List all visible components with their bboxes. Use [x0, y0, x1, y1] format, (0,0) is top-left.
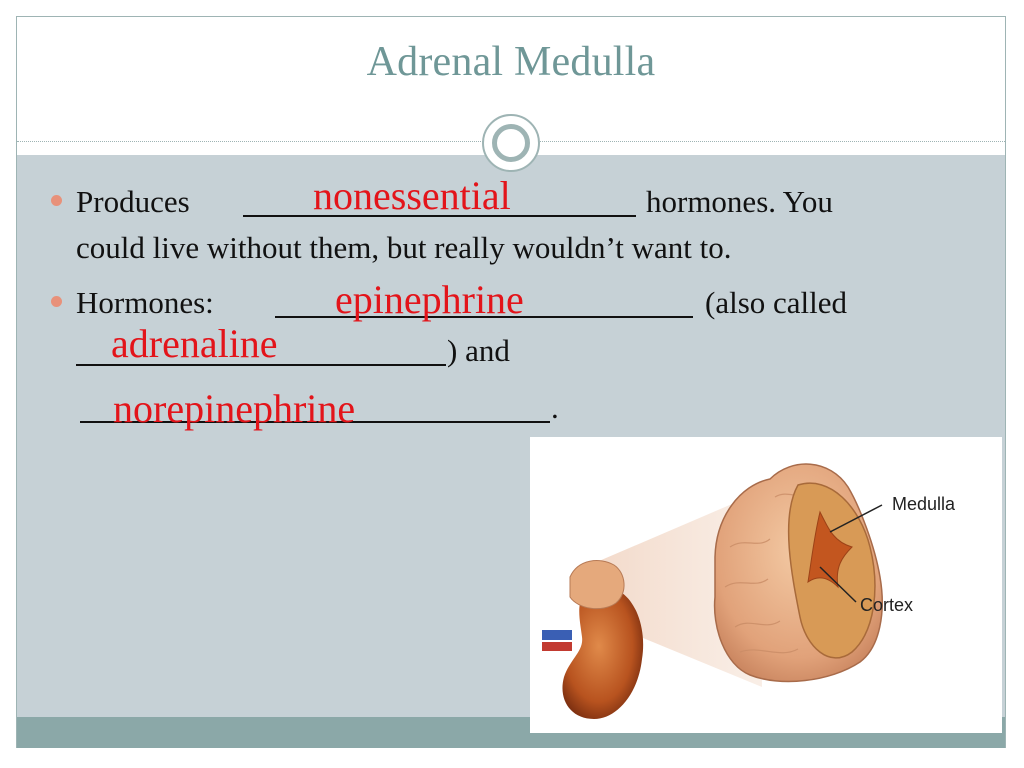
cortex-label: Cortex: [860, 595, 914, 615]
bullet-marker-2: [51, 296, 62, 307]
bullet-1-prefix: Produces: [76, 184, 190, 219]
bullet-2-line-2-suffix: ) and: [447, 333, 510, 368]
answer-epinephrine: epinephrine: [335, 277, 524, 322]
artery-icon: [542, 642, 572, 651]
bullet-2-suffix: (also called: [705, 285, 848, 320]
small-adrenal-shape: [570, 561, 624, 609]
slide-title: Adrenal Medulla: [366, 39, 656, 85]
bullet-1-line-2: could live without them, but really wouldn’t want to.: [76, 230, 732, 265]
bullet-2-line-3-suffix: .: [551, 390, 559, 425]
adrenal-gland-figure: [530, 437, 1002, 733]
bullet-marker-1: [51, 195, 62, 206]
bullet-2-prefix: Hormones:: [76, 285, 214, 320]
divider-ring-icon: [482, 114, 540, 172]
answer-adrenaline: adrenaline: [111, 321, 278, 366]
medulla-label: Medulla: [892, 494, 956, 514]
adrenal-gland-illustration: [530, 437, 1002, 733]
bullet-1-suffix: hormones. You: [646, 184, 833, 219]
answer-nonessential: nonessential: [313, 173, 511, 218]
vein-icon: [542, 630, 572, 640]
answer-norepinephrine: norepinephrine: [113, 386, 356, 431]
